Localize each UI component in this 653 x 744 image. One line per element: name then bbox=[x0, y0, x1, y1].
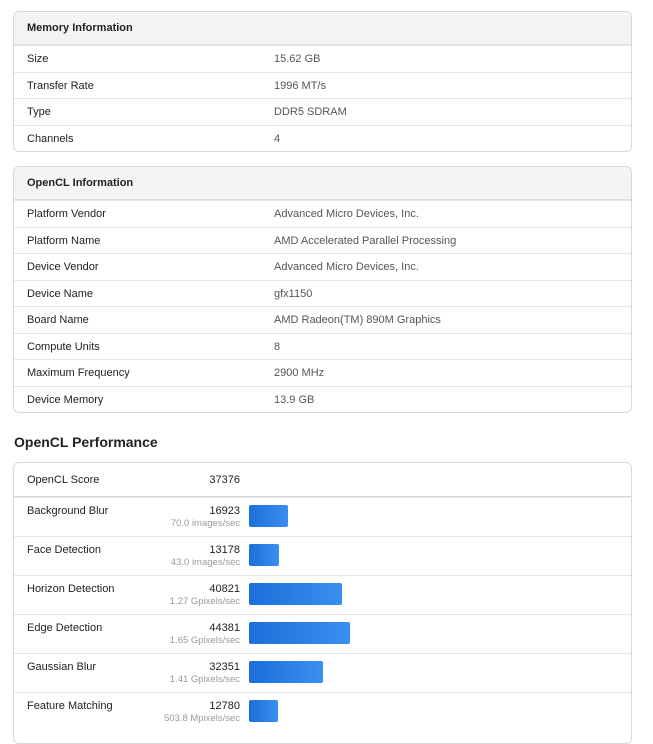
benchmark-row bbox=[14, 575, 631, 614]
row-value: AMD Accelerated Parallel Processing bbox=[274, 234, 457, 247]
benchmark-name: Edge Detection bbox=[27, 622, 103, 634]
table-row bbox=[14, 253, 631, 280]
benchmark-bar bbox=[249, 583, 342, 605]
performance-title: OpenCL Performance bbox=[14, 434, 158, 450]
table-row bbox=[14, 386, 631, 413]
table-row bbox=[14, 72, 631, 99]
row-value: DDR5 SDRAM bbox=[274, 106, 347, 118]
table-row bbox=[14, 333, 631, 360]
benchmark-bar bbox=[249, 544, 279, 566]
benchmark-rate: 43.0 images/sec bbox=[170, 557, 240, 568]
benchmark-bar bbox=[249, 700, 278, 722]
row-label: Platform Vendor bbox=[27, 208, 106, 220]
benchmark-score: 12780 bbox=[209, 700, 240, 712]
table-row bbox=[14, 359, 631, 386]
benchmark-rate: 1.27 Gpixels/sec bbox=[169, 596, 240, 607]
benchmark-row bbox=[14, 692, 631, 731]
table-row bbox=[14, 280, 631, 307]
row-label: Transfer Rate bbox=[27, 79, 94, 92]
table-row bbox=[14, 200, 631, 227]
row-value: 13.9 GB bbox=[274, 393, 315, 406]
benchmark-bar bbox=[249, 505, 288, 527]
row-label: Board Name bbox=[27, 314, 89, 326]
benchmark-score: 44381 bbox=[209, 622, 240, 634]
benchmark-name: Background Blur bbox=[27, 505, 109, 517]
table-row bbox=[14, 306, 631, 333]
benchmark-bar bbox=[249, 661, 323, 683]
row-label: Compute Units bbox=[27, 340, 100, 353]
score-value: 37376 bbox=[209, 474, 240, 486]
table-row bbox=[14, 227, 631, 254]
benchmark-rate: 70.0 images/sec bbox=[170, 518, 240, 529]
row-value: 8 bbox=[274, 340, 281, 353]
benchmark-row bbox=[14, 536, 631, 575]
benchmark-rate: 1.65 Gpixels/sec bbox=[169, 635, 240, 646]
row-label: Device Memory bbox=[27, 393, 104, 406]
table-row bbox=[14, 45, 631, 72]
row-value: gfx1150 bbox=[274, 287, 313, 300]
score-row bbox=[14, 463, 631, 497]
benchmark-rate: 1.41 Gpixels/sec bbox=[169, 674, 240, 685]
row-label: Size bbox=[27, 53, 49, 65]
benchmark-score: 40821 bbox=[209, 583, 240, 595]
row-value: Advanced Micro Devices, Inc. bbox=[274, 208, 419, 220]
row-value: Advanced Micro Devices, Inc. bbox=[274, 261, 419, 273]
benchmark-name: Horizon Detection bbox=[27, 583, 115, 595]
benchmark-score: 13178 bbox=[209, 544, 240, 556]
benchmark-rate: 503.8 Mpixels/sec bbox=[163, 713, 240, 724]
row-value: 15.62 GB bbox=[274, 53, 321, 65]
row-label: Channels bbox=[27, 132, 74, 145]
benchmark-name: Feature Matching bbox=[27, 700, 113, 712]
benchmark-row bbox=[14, 497, 631, 536]
memory-info-card bbox=[13, 11, 632, 152]
row-label: Maximum Frequency bbox=[27, 367, 130, 379]
score-label: OpenCL Score bbox=[27, 474, 100, 486]
row-value: 2900 MHz bbox=[274, 367, 325, 379]
benchmark-row bbox=[14, 653, 631, 692]
performance-card bbox=[13, 462, 632, 744]
row-value: 1996 MT/s bbox=[274, 79, 326, 92]
row-label: Device Name bbox=[27, 287, 94, 300]
benchmark-name: Gaussian Blur bbox=[27, 661, 97, 673]
opencl-info-card bbox=[13, 166, 632, 413]
benchmark-bar bbox=[249, 622, 350, 644]
benchmark-name: Face Detection bbox=[27, 544, 101, 556]
opencl-info-title: OpenCL Information bbox=[14, 167, 631, 200]
benchmark-score: 16923 bbox=[209, 505, 240, 517]
row-label: Device Vendor bbox=[27, 261, 99, 273]
row-label: Platform Name bbox=[27, 234, 101, 247]
benchmark-row bbox=[14, 614, 631, 653]
row-value: 4 bbox=[274, 132, 281, 145]
table-row bbox=[14, 98, 631, 125]
table-row bbox=[14, 125, 631, 152]
benchmark-score: 32351 bbox=[209, 661, 240, 673]
row-label: Type bbox=[27, 106, 51, 118]
memory-info-title: Memory Information bbox=[14, 12, 631, 45]
row-value: AMD Radeon(TM) 890M Graphics bbox=[274, 314, 441, 326]
